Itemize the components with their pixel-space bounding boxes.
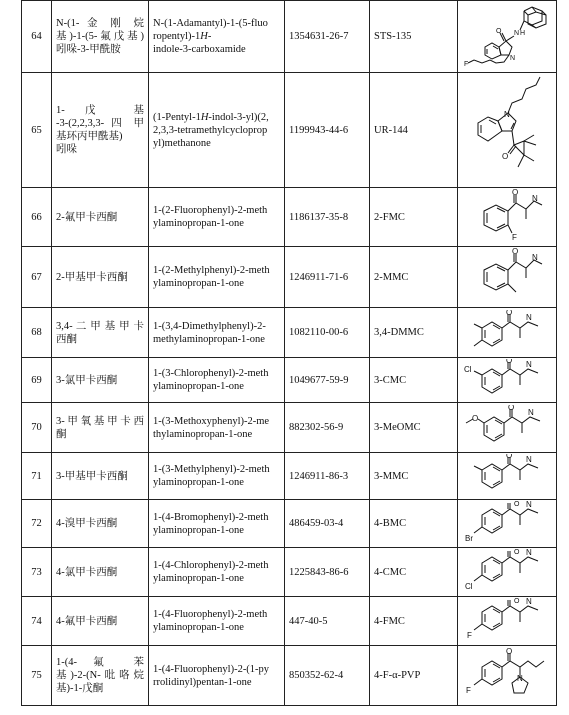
substance-table [21,0,557,706]
table-row [22,597,557,646]
table-row [22,188,557,247]
atom-label: Br [465,533,473,543]
cas-number: 1082110-00-6 [285,308,370,358]
structure-cell [458,453,557,500]
english-name: 1-(2-Methylphenyl)-2-meth ylaminopropan-1-one [149,247,285,308]
atom-label: F [466,685,471,695]
cas-number: 882302-56-9 [285,403,370,453]
row-number: 65 [22,73,52,188]
atom-label: F [512,233,517,242]
english-name: 1-(3-Chlorophenyl)-2-meth ylaminopropan-1-one [149,358,285,403]
structure-cell [458,500,557,548]
chinese-name: 4-氟甲卡西酮 [52,597,149,646]
code-name: 3-MMC [370,453,458,500]
english-name: 1-(3,4-Dimethylphenyl)-2- methylaminopropan-1-one [149,308,285,358]
row-number: 75 [22,646,52,706]
structure-diagram [462,501,554,547]
row-number: 74 [22,597,52,646]
cas-number: 850352-62-4 [285,646,370,706]
english-name: N-(1-Adamantyl)-1-(5-fluo ropentyl)-1H- indole-3-carboxamide [149,1,285,73]
structure-cell [458,358,557,403]
atom-label: N [532,253,538,262]
table-row [22,73,557,188]
structure-cell [458,403,557,453]
structure-diagram [462,248,554,306]
code-name: 4-BMC [370,500,458,548]
english-name: 1-(4-Chlorophenyl)-2-meth ylaminopropan-1-one [149,548,285,597]
atom-label: O [514,500,520,508]
atom-label: N [517,673,523,683]
atom-label: Cl [464,365,472,374]
atom-label: N [526,312,532,322]
atom-label: N [526,549,532,557]
cas-number: 1246911-86-3 [285,453,370,500]
cas-number: 1246911-71-6 [285,247,370,308]
atom-label: O [472,413,479,423]
structure-diagram [462,359,554,401]
atom-label: O [502,152,509,161]
cas-number: 486459-03-4 [285,500,370,548]
structure-cell [458,1,557,73]
row-number: 69 [22,358,52,403]
atom-label: O [514,549,520,556]
atom-label: F [467,631,472,640]
structure-diagram [462,75,554,185]
chinese-name: 1-(4- 氟 苯 基)-2-(N-吡咯烷 基)-1-戊酮 [52,646,149,706]
english-name: 1-(2-Fluorophenyl)-2-meth ylaminopropan-1-one [149,188,285,247]
chinese-name: 2-甲基甲卡西酮 [52,247,149,308]
chinese-name: 3- 甲 氧 基 甲 卡 西 酮 [52,403,149,453]
row-number: 70 [22,403,52,453]
atom-label: N [526,500,532,509]
cas-number: 1186137-35-8 [285,188,370,247]
structure-diagram [462,189,554,245]
cas-number: 1354631-26-7 [285,1,370,73]
row-number: 68 [22,308,52,358]
english-name: 1-(4-Fluorophenyl)-2-(1-py rrolidinyl)pentan-1-one [149,646,285,706]
atom-label: H [520,29,526,37]
row-number: 67 [22,247,52,308]
chinese-name: 3-氯甲卡西酮 [52,358,149,403]
table-row [22,500,557,548]
table-row [22,247,557,308]
code-name: 2-MMC [370,247,458,308]
row-number: 72 [22,500,52,548]
cas-number: 447-40-5 [285,597,370,646]
english-name: 1-(4-Bromophenyl)-2-meth ylaminopropan-1-one [149,500,285,548]
structure-diagram [462,549,554,595]
english-name: 1-(3-Methylphenyl)-2-meth ylaminopropan-1-one [149,453,285,500]
chinese-name: 2-氟甲卡西酮 [52,188,149,247]
atom-label: N [526,360,532,369]
chinese-name: N-(1- 金 刚 烷 基)-1-(5-氟戊基) 吲哚-3-甲酰胺 [52,1,149,73]
atom-label: N [526,455,532,464]
atom-label: N [510,54,516,62]
atom-label: N [504,110,510,119]
structure-cell [458,308,557,358]
code-name: 3-MeOMC [370,403,458,453]
structure-cell [458,73,557,188]
structure-diagram [462,454,554,498]
chinese-name: 3-甲基甲卡西酮 [52,453,149,500]
row-number: 71 [22,453,52,500]
english-name: (1-Pentyl-1H-indol-3-yl)(2, 2,3,3-tetramethylcycloprop yl)methanone [149,73,285,188]
code-name: 4-CMC [370,548,458,597]
code-name: 4-FMC [370,597,458,646]
structure-cell [458,646,557,706]
row-number: 66 [22,188,52,247]
code-name: 3,4-DMMC [370,308,458,358]
atom-label: N [532,194,538,203]
structure-diagram [462,598,554,644]
row-number: 64 [22,1,52,73]
code-name: 3-CMC [370,358,458,403]
table-row [22,308,557,358]
chinese-name: 3,4- 二 甲 基 甲 卡 西酮 [52,308,149,358]
atom-label: N [526,598,532,606]
atom-label: F [464,60,469,68]
table-row [22,403,557,453]
structure-diagram [462,647,554,705]
code-name: STS-135 [370,1,458,73]
structure-cell [458,247,557,308]
structure-cell [458,548,557,597]
english-name: 1-(4-Fluorophenyl)-2-meth ylaminopropan-1-one [149,597,285,646]
chinese-name: 1- 戊 基 -3-(2,2,3,3- 四 甲 基环丙甲酰基) 吲哚 [52,73,149,188]
chinese-name: 4-溴甲卡西酮 [52,500,149,548]
english-name: 1-(3-Methoxyphenyl)-2-me thylaminopropan-1-one [149,403,285,453]
cas-number: 1049677-59-9 [285,358,370,403]
table-row [22,646,557,706]
atom-label: O [514,598,520,605]
table-row [22,358,557,403]
atom-label: N [514,29,520,37]
cas-number: 1225843-86-6 [285,548,370,597]
code-name: UR-144 [370,73,458,188]
structure-diagram [462,405,554,451]
atom-label: N [528,407,534,417]
table-row [22,453,557,500]
atom-label: O [506,454,513,460]
structure-cell [458,597,557,646]
cas-number: 1199943-44-6 [285,73,370,188]
structure-diagram [462,3,554,71]
atom-label: O [508,404,515,412]
chinese-name: 4-氯甲卡西酮 [52,548,149,597]
table-row [22,1,557,73]
atom-label: O [506,646,513,656]
row-number: 73 [22,548,52,597]
structure-diagram [462,310,554,356]
structure-cell [458,188,557,247]
code-name: 4-F-α-PVP [370,646,458,706]
atom-label: O [496,27,502,35]
atom-label: O [506,359,513,365]
atom-label: O [512,248,519,256]
code-name: 2-FMC [370,188,458,247]
atom-label: O [506,309,513,317]
atom-label: O [512,189,519,197]
table-row [22,548,557,597]
atom-label: Cl [465,582,473,591]
